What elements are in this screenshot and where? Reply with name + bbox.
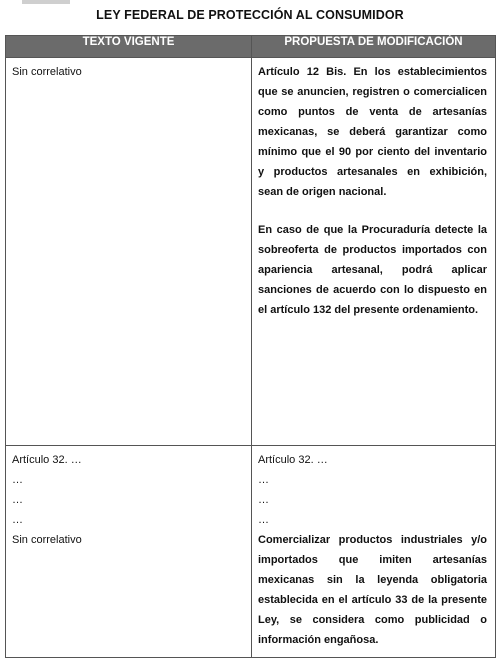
proposal-line: …	[258, 514, 269, 526]
current-text-line: Artículo 32. …	[12, 454, 82, 466]
header-propuesta-modificacion: PROPUESTA DE MODIFICACIÓN	[252, 36, 496, 58]
proposal-line: …	[258, 494, 269, 506]
current-text-cell	[6, 58, 252, 446]
current-text: Sin correlativo	[12, 66, 82, 78]
header-texto-vigente: TEXTO VIGENTE	[6, 36, 252, 58]
current-text-line: …	[12, 474, 23, 486]
proposal-cell	[252, 446, 496, 658]
document-title: LEY FEDERAL DE PROTECCIÓN AL CONSUMIDOR	[96, 8, 404, 22]
table-row	[6, 58, 496, 446]
proposal-paragraph: En caso de que la Procuraduría detecte la sobreoferta de productos importados con apariencia artesanal, podrá aplicar sanciones de acuerdo con lo dispuesto en el artículo 132 del presente ordenamiento.	[258, 224, 487, 316]
current-text-line: …	[12, 514, 23, 526]
table-row	[6, 446, 496, 658]
proposal-line: …	[258, 474, 269, 486]
top-decorative-bar	[22, 0, 70, 4]
current-text-cell	[6, 446, 252, 658]
current-text-line: …	[12, 494, 23, 506]
proposal-cell	[252, 58, 496, 446]
proposal-line: Artículo 32. …	[258, 454, 328, 466]
comparison-table	[5, 35, 496, 658]
current-text-line: Sin correlativo	[12, 534, 82, 546]
table-header-row	[6, 36, 496, 58]
proposal-paragraph: Artículo 12 Bis. En los establecimientos que se anuncien, registren o comercialicen como puntos de venta de artesanías mexicanas, se deberá garantizar como mínimo que el 90 por ciento del inventario y productos artesanales en exhibición, sean de origen nacional.	[258, 66, 487, 198]
proposal-paragraph: Comercializar productos industriales y/o importados que imiten artesanías mexicanas sin la leyenda obligatoria establecida en el artículo 33 de la presente Ley, se considera como publicidad o información engañosa.	[258, 534, 487, 646]
